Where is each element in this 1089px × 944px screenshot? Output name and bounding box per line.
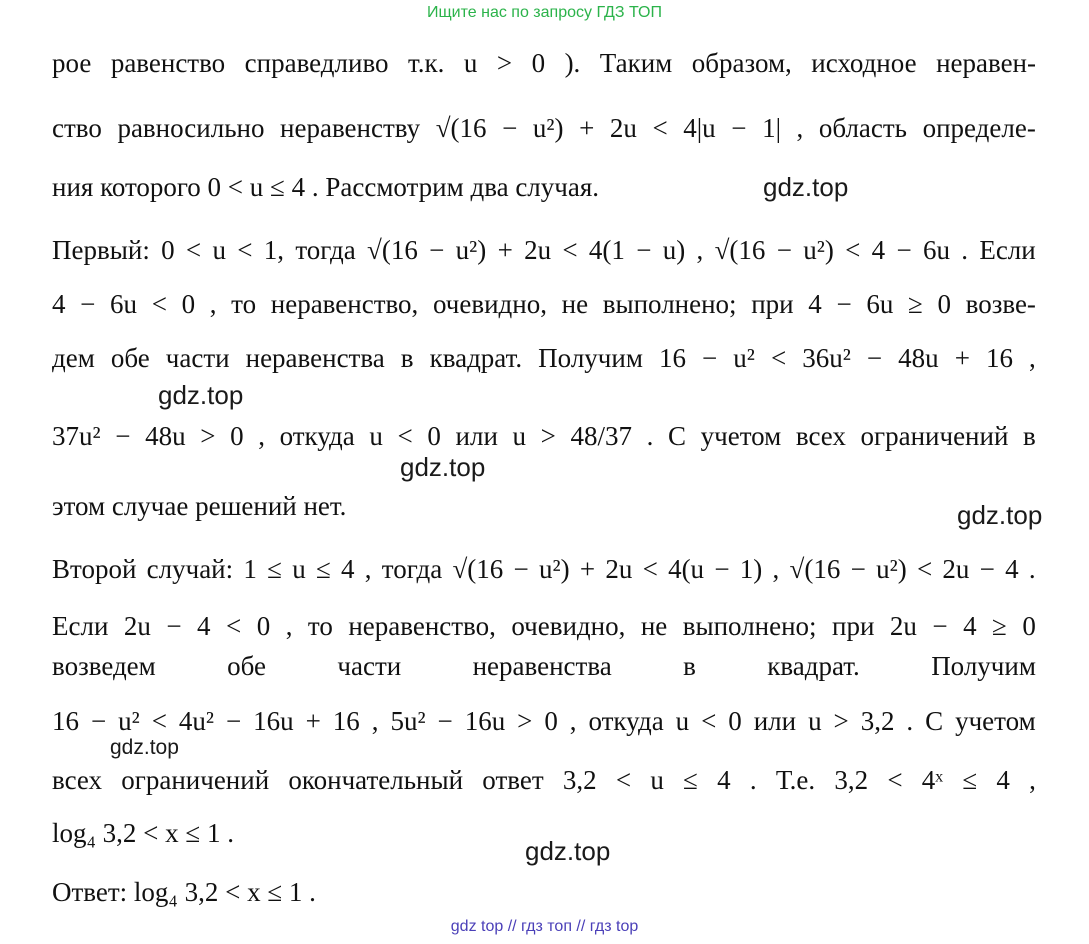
watermark: gdz.top bbox=[158, 380, 244, 410]
text-line-8: этом случае решений нет. bbox=[52, 491, 347, 521]
answer-line: Ответ: log₄ 3,2 < x ≤ 1 . bbox=[52, 877, 316, 907]
watermark: gdz.top bbox=[400, 452, 486, 482]
text-line-13: всех ограничений окончательный ответ 3,2 < u ≤ 4 . Т.е. 3,2 < 4ˣ ≤ 4 , bbox=[52, 765, 1036, 795]
watermark: gdz.top bbox=[957, 500, 1043, 530]
search-hint-header: Ищите нас по запросу ГДЗ ТОП bbox=[427, 4, 662, 21]
watermark: gdz.top bbox=[763, 172, 849, 202]
text-line-11: возведем обе части неравенства в квадрат. Получим bbox=[52, 651, 1036, 681]
site-footer: gdz top // гдз топ // гдз top bbox=[450, 918, 639, 935]
text-line-6: дем обе части неравенства в квадрат. Получим 16 − u² < 36u² − 48u + 16 , bbox=[52, 343, 1036, 373]
text-line-5: 4 − 6u < 0 , то неравенство, очевидно, не выполнено; при 4 − 6u ≥ 0 возве- bbox=[52, 289, 1036, 319]
text-line-9: Второй случай: 1 ≤ u ≤ 4 , тогда √(16 − u²) + 2u < 4(u − 1) , √(16 − u²) < 2u − 4 . bbox=[52, 554, 1036, 584]
text-line-10: Если 2u − 4 < 0 , то неравенство, очевидно, не выполнено; при 2u − 4 ≥ 0 bbox=[52, 611, 1036, 641]
watermark: gdz.top bbox=[525, 836, 611, 866]
text-line-7: 37u² − 48u > 0 , откуда u < 0 или u > 48/37 . С учетом всех ограничений в bbox=[52, 421, 1036, 451]
text-line-4: Первый: 0 < u < 1, тогда √(16 − u²) + 2u < 4(1 − u) , √(16 − u²) < 4 − 6u . Если bbox=[52, 235, 1036, 265]
text-line-12: 16 − u² < 4u² − 16u + 16 , 5u² − 16u > 0 , откуда u < 0 или u > 3,2 . С учетом bbox=[52, 706, 1036, 736]
text-line-14: log₄ 3,2 < x ≤ 1 . bbox=[52, 818, 234, 848]
watermark: gdz.top bbox=[110, 736, 179, 759]
text-line-2: ство равносильно неравенству √(16 − u²) + 2u < 4|u − 1| , область определе- bbox=[52, 113, 1036, 143]
text-line-1: рое равенство справедливо т.к. u > 0 ). Таким образом, исходное неравен- bbox=[52, 48, 1036, 78]
text-line-3: ния которого 0 < u ≤ 4 . Рассмотрим два случая. bbox=[52, 172, 600, 202]
